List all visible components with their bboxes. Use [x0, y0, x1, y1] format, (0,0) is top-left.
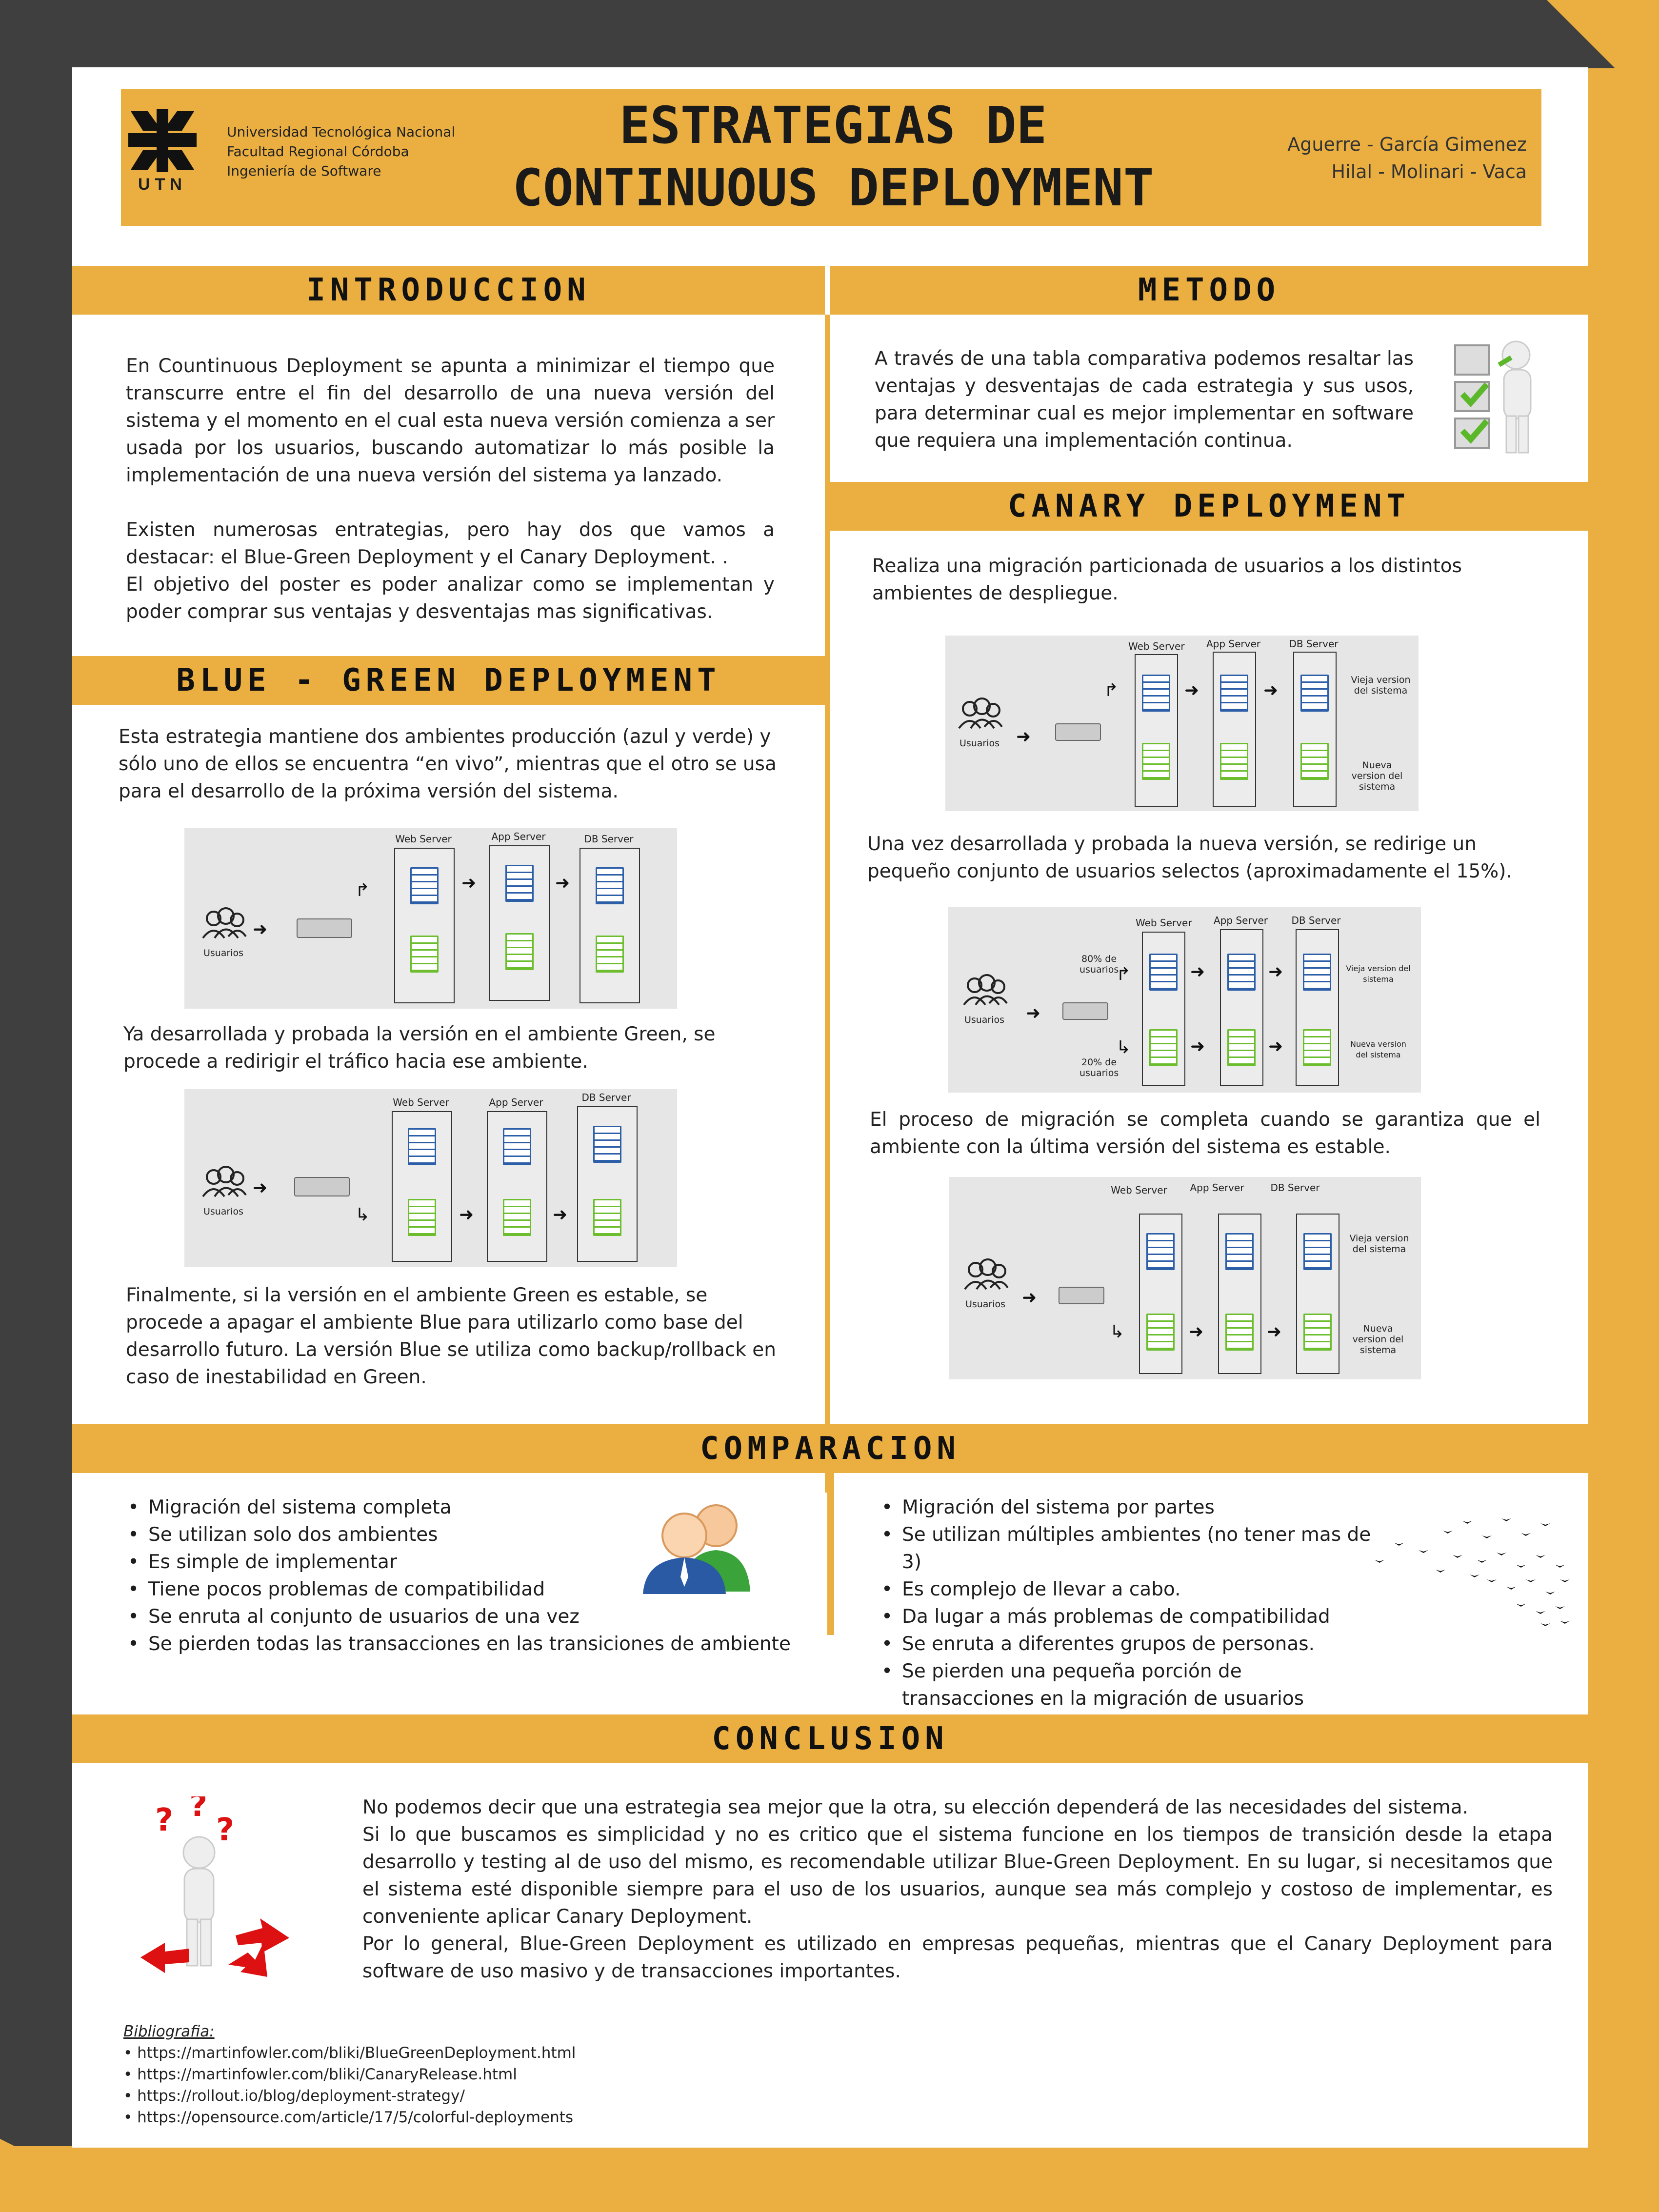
green-server-icon [596, 936, 624, 973]
green-server-icon [1303, 1314, 1332, 1351]
arrow-icon: ➜ [553, 1205, 568, 1225]
users-label: Usuarios [203, 948, 244, 958]
curved-arrow-icon: ↳ [1116, 1037, 1131, 1057]
green-server-icon [410, 936, 439, 973]
blue-server-icon [1220, 675, 1248, 712]
arrow-icon: ➜ [253, 1178, 268, 1198]
app-server-label: App Server [1190, 1182, 1244, 1194]
university-name: Universidad Tecnológica Nacional [227, 124, 456, 140]
arrow-icon: ➜ [1190, 1036, 1205, 1056]
metodo-heading-bar [830, 266, 1588, 315]
curved-arrow-icon: ↳ [355, 1205, 370, 1225]
green-server-icon [1225, 1314, 1254, 1351]
db-server-label: DB Server [581, 1092, 631, 1103]
blue-server-icon [1303, 1233, 1332, 1270]
bluegreen-paragraph-3: Finalmente, si la versión en el ambiente Green es estable, se procede a apagar el ambiente Blue para utilizarlo como base del desarrollo futuro. La versión Blue se utiliza como backup/rollback en caso de inestabilidad en Green. [126, 1284, 776, 1388]
list-item: • Migración del sistema por partes [899, 1494, 1379, 1521]
conclusion-paragraph-2: Si lo que buscamos es simplicidad y no es critico que el sistema funcione en los tiempos de transición desde la etapa desarrollo y testing al de uso del mismo, es recomendable utilizar Blue-Green Deployment. En su lugar, si necesitamos que el sistema esté disponible siempre para el uso de los usuarios, aunque sea más complejo y costoso de implementar, es conveniente aplicar Canary Deployment. [362, 1824, 1553, 1928]
intro-paragraph-1: En Countinuous Deployment se apunta a minimizar el tiempo que transcurre entre el fin del desarrollo de una nueva versión del sistema y el momento en el cual esta nueva versión comienza a ser usada por los usuarios, buscando automatizar lo más posible la implementación de una nueva versión del sistema ya lanzado. [126, 355, 775, 486]
bibliography-link[interactable]: • https://martinfowler.com/bliki/BlueGreenDeployment.html [123, 2044, 576, 2062]
blue-server-icon [1227, 954, 1256, 991]
side-decoration [1588, 68, 1659, 2212]
users-label: Usuarios [965, 1299, 1006, 1310]
blue-server-icon [1300, 675, 1329, 712]
canary-heading: CANARY DEPLOYMENT [1007, 488, 1411, 524]
green-server-icon [593, 1199, 621, 1236]
authors-line-2: Hilal - Molinari - Vaca [1331, 161, 1527, 182]
intro-heading: INTRODUCCION [306, 272, 591, 308]
checklist-icon [1450, 336, 1548, 462]
bibliography-title: Bibliografia: [123, 2023, 215, 2040]
bluegreen-diagram-2 [184, 1089, 677, 1267]
comparacion-heading: COMPARACION [700, 1431, 960, 1467]
green-server-icon [1149, 1029, 1178, 1066]
list-item: • Tiene pocos problemas de compatibilidad [145, 1576, 828, 1603]
users-label: Usuarios [203, 1206, 244, 1217]
intro-text [126, 353, 775, 626]
arrow-icon: ➜ [459, 1205, 474, 1225]
users-icon [961, 1257, 1010, 1294]
users-label: Usuarios [959, 738, 1000, 749]
web-server-label: Web Server [1111, 1184, 1167, 1196]
app-server-label: App Server [1214, 915, 1268, 926]
poster-sheet [72, 67, 1588, 2148]
blue-server-icon [1146, 1233, 1175, 1270]
authors [1287, 131, 1527, 185]
new-version-label: Nueva version del sistema [1352, 1323, 1404, 1355]
list-item: • Es simple de implementar [145, 1549, 828, 1576]
web-server-label: Web Server [1136, 917, 1192, 929]
app-server-label: App Server [489, 1096, 543, 1108]
users-icon [199, 906, 248, 942]
web-server-label: Web Server [395, 833, 452, 845]
web-server-label: Web Server [1128, 640, 1185, 652]
bibliography-link[interactable]: • https://martinfowler.com/bliki/CanaryRelease.html [123, 2066, 517, 2083]
list-item: • Da lugar a más problemas de compatibilidad [899, 1603, 1379, 1631]
arrow-icon: ➜ [1268, 1036, 1283, 1056]
arrow-icon: ➜ [1189, 1322, 1204, 1342]
blue-server-icon [503, 1128, 531, 1165]
arrow-icon: ➜ [1268, 962, 1283, 982]
green-server-icon [1303, 1029, 1331, 1066]
conclusion-text [362, 1794, 1553, 1985]
arrow-icon: ➜ [253, 919, 268, 939]
canary-diagram-1 [945, 636, 1419, 811]
blue-server-icon [593, 1126, 621, 1163]
intro-paragraph-2: Existen numerosas entrategias, pero hay dos que vamos a destacar: el Blue-Green Deployment y el Canary Deployment. . [126, 519, 775, 568]
faculty-name: Facultad Regional Córdoba [227, 143, 409, 159]
blue-server-icon [505, 865, 534, 902]
new-version-label: Nueva version del sistema [1351, 760, 1403, 792]
router-icon [294, 1177, 350, 1196]
list-item: • Se utilizan múltiples ambientes (no tener mas de 3) [899, 1521, 1379, 1576]
metodo-heading: METODO [1138, 272, 1280, 308]
list-item: • Migración del sistema completa [145, 1494, 828, 1521]
blue-server-icon [1225, 1233, 1254, 1270]
arrow-icon: ➜ [555, 873, 570, 893]
users-label: Usuarios [964, 1015, 1005, 1025]
comparacion-divider [827, 1473, 834, 1635]
arrow-icon: ➜ [1184, 680, 1199, 700]
users-icon [960, 973, 1009, 1009]
users-icon [199, 1165, 248, 1201]
canary-comparison-list [879, 1494, 1379, 1713]
svg-text:?: ? [155, 1802, 174, 1838]
arrow-icon: ➜ [461, 873, 477, 893]
arrow-icon: ➜ [1022, 1288, 1037, 1308]
blue-server-icon [410, 867, 439, 904]
web-server-label: Web Server [393, 1096, 449, 1108]
old-version-label: Vieja version del sistema [1349, 1233, 1409, 1255]
utn-logo-icon [128, 109, 197, 172]
list-item: • Se enruta a diferentes grupos de personas. [899, 1631, 1379, 1658]
canary-diagram-2 [948, 907, 1421, 1093]
bluegreen-heading: BLUE - GREEN DEPLOYMENT [176, 662, 721, 698]
curved-arrow-icon: ↱ [355, 880, 370, 900]
conclusion-paragraph-1: No podemos decir que una estrategia sea mejor que la otra, su elección dependerá de las necesidades del sistema. [362, 1796, 1469, 1818]
authors-line-1: Aguerre - García Gimenez [1287, 134, 1527, 155]
list-item: • Se pierden una pequeña porción de transacciones en la migración de usuarios [899, 1658, 1379, 1713]
birds-flock-icon [1365, 1506, 1575, 1633]
new-version-label: Nueva version del sistema [1350, 1039, 1406, 1059]
institution-block [227, 122, 455, 181]
career-name: Ingeniería de Software [227, 163, 381, 179]
arrow-icon: ➜ [1190, 962, 1205, 982]
blue-server-icon [1149, 954, 1178, 991]
users-icon [955, 697, 1004, 733]
old-version-label: Vieja version del sistema [1346, 964, 1411, 984]
people-icon [636, 1499, 758, 1596]
router-icon [297, 918, 352, 938]
bluegreen-heading-bar [72, 656, 825, 705]
blue-server-icon [1303, 954, 1331, 991]
thinking-figure [136, 1796, 316, 1992]
logo-text: UTN [138, 175, 187, 194]
poster-title [492, 94, 1175, 219]
db-server-label: DB Server [584, 833, 634, 845]
blue-server-icon [408, 1128, 436, 1165]
canary-paragraph-2: Una vez desarrollada y probada la nueva versión, se redirige un pequeño conjunto de usuarios selectos (aproximadamente el 15%). [867, 833, 1512, 882]
percent-80-label: 80% de usuarios [1079, 954, 1119, 975]
app-server-label: App Server [491, 831, 546, 842]
percent-20-label: 20% de usuarios [1079, 1057, 1119, 1078]
list-item: • Se enruta al conjunto de usuarios de una vez [145, 1603, 828, 1631]
router-icon [1059, 1287, 1104, 1304]
bibliography-link[interactable]: • https://opensource.com/article/17/5/colorful-deployments [123, 2109, 574, 2126]
bluegreen-paragraph-2: Ya desarrollada y probada la versión en el ambiente Green, se procede a redirigir el tráfico hacia ese ambiente. [123, 1023, 716, 1073]
intro-paragraph-3: El objetivo del poster es poder analizar como se implementan y poder comprar sus ventajas y desventajas mas significativas. [126, 574, 775, 623]
svg-text:?: ? [189, 1796, 208, 1824]
title-line-2: CONTINUOUS DEPLOYMENT [512, 158, 1154, 218]
green-server-icon [503, 1199, 531, 1236]
arrow-icon: ➜ [1016, 727, 1031, 747]
router-icon [1055, 723, 1101, 741]
blue-server-icon [596, 867, 624, 904]
app-server-label: App Server [1206, 638, 1261, 650]
intro-heading-bar [72, 266, 825, 315]
title-line-1: ESTRATEGIAS DE [619, 96, 1047, 155]
router-icon [1062, 1002, 1108, 1020]
green-server-icon [1227, 1029, 1256, 1066]
canary-paragraph-3: El proceso de migración se completa cuando se garantiza que el ambiente con la última versión del sistema es estable. [870, 1109, 1540, 1158]
list-item: • Se utilizan solo dos ambientes [145, 1521, 828, 1549]
arrow-icon: ➜ [1026, 1003, 1041, 1023]
list-item: • Se pierden todas las transacciones en las transiciones de ambiente [145, 1631, 828, 1658]
utn-logo [128, 109, 197, 192]
green-server-icon [505, 933, 534, 970]
checklist-figure [1450, 336, 1548, 462]
metodo-text: A través de una tabla comparativa podemos resaltar las ventajas y desventajas de cada estrategia y sus usos, para determinar cual es mejor implementar en software que requiera una implementación continua. [875, 348, 1414, 452]
green-server-icon [1300, 743, 1329, 780]
curved-arrow-icon: ↱ [1116, 964, 1131, 984]
bluegreen-diagram-1 [184, 828, 677, 1009]
conclusion-paragraph-3: Por lo general, Blue-Green Deployment es utilizado en empresas pequeñas, mientras que el Canary Deployment para software de uso masivo y de transacciones importantes. [362, 1933, 1553, 1982]
canary-diagram-3 [949, 1177, 1421, 1379]
svg-text:?: ? [216, 1812, 235, 1848]
conclusion-heading-bar [72, 1714, 1588, 1763]
comparacion-heading-bar [72, 1424, 1588, 1473]
arrow-icon: ➜ [1267, 1322, 1282, 1342]
db-server-label: DB Server [1289, 638, 1339, 650]
corner-decoration-bottom [0, 2139, 146, 2212]
column-divider [825, 315, 830, 1493]
list-item: • Es complejo de llevar a cabo. [899, 1576, 1379, 1603]
green-server-icon [1220, 743, 1248, 780]
conclusion-heading: CONCLUSION [712, 1721, 949, 1757]
db-server-label: DB Server [1270, 1182, 1320, 1194]
green-server-icon [1142, 743, 1170, 780]
canary-paragraph-1: Realiza una migración particionada de usuarios a los distintos ambientes de despliegue. [872, 555, 1462, 604]
bibliography-link[interactable]: • https://rollout.io/blog/deployment-strategy/ [123, 2087, 465, 2105]
header-band [121, 89, 1541, 226]
bottom-decoration [0, 2146, 1659, 2212]
blue-server-icon [1142, 675, 1170, 712]
curved-arrow-icon: ↱ [1104, 680, 1119, 700]
bluegreen-paragraph-1: Esta estrategia mantiene dos ambientes producción (azul y verde) y sólo uno de ellos se encuentra “en vivo”, mientras que el otro se usa para el desarrollo de la próxima versión del sistema. [119, 726, 777, 802]
green-server-icon [1146, 1314, 1175, 1351]
bibliography [123, 2021, 806, 2128]
db-server-label: DB Server [1291, 915, 1341, 926]
curved-arrow-icon: ↳ [1110, 1322, 1125, 1342]
old-version-label: Vieja version del sistema [1351, 675, 1411, 696]
arrow-icon: ➜ [1263, 680, 1279, 700]
canary-heading-bar [830, 482, 1588, 531]
green-server-icon [408, 1199, 436, 1236]
